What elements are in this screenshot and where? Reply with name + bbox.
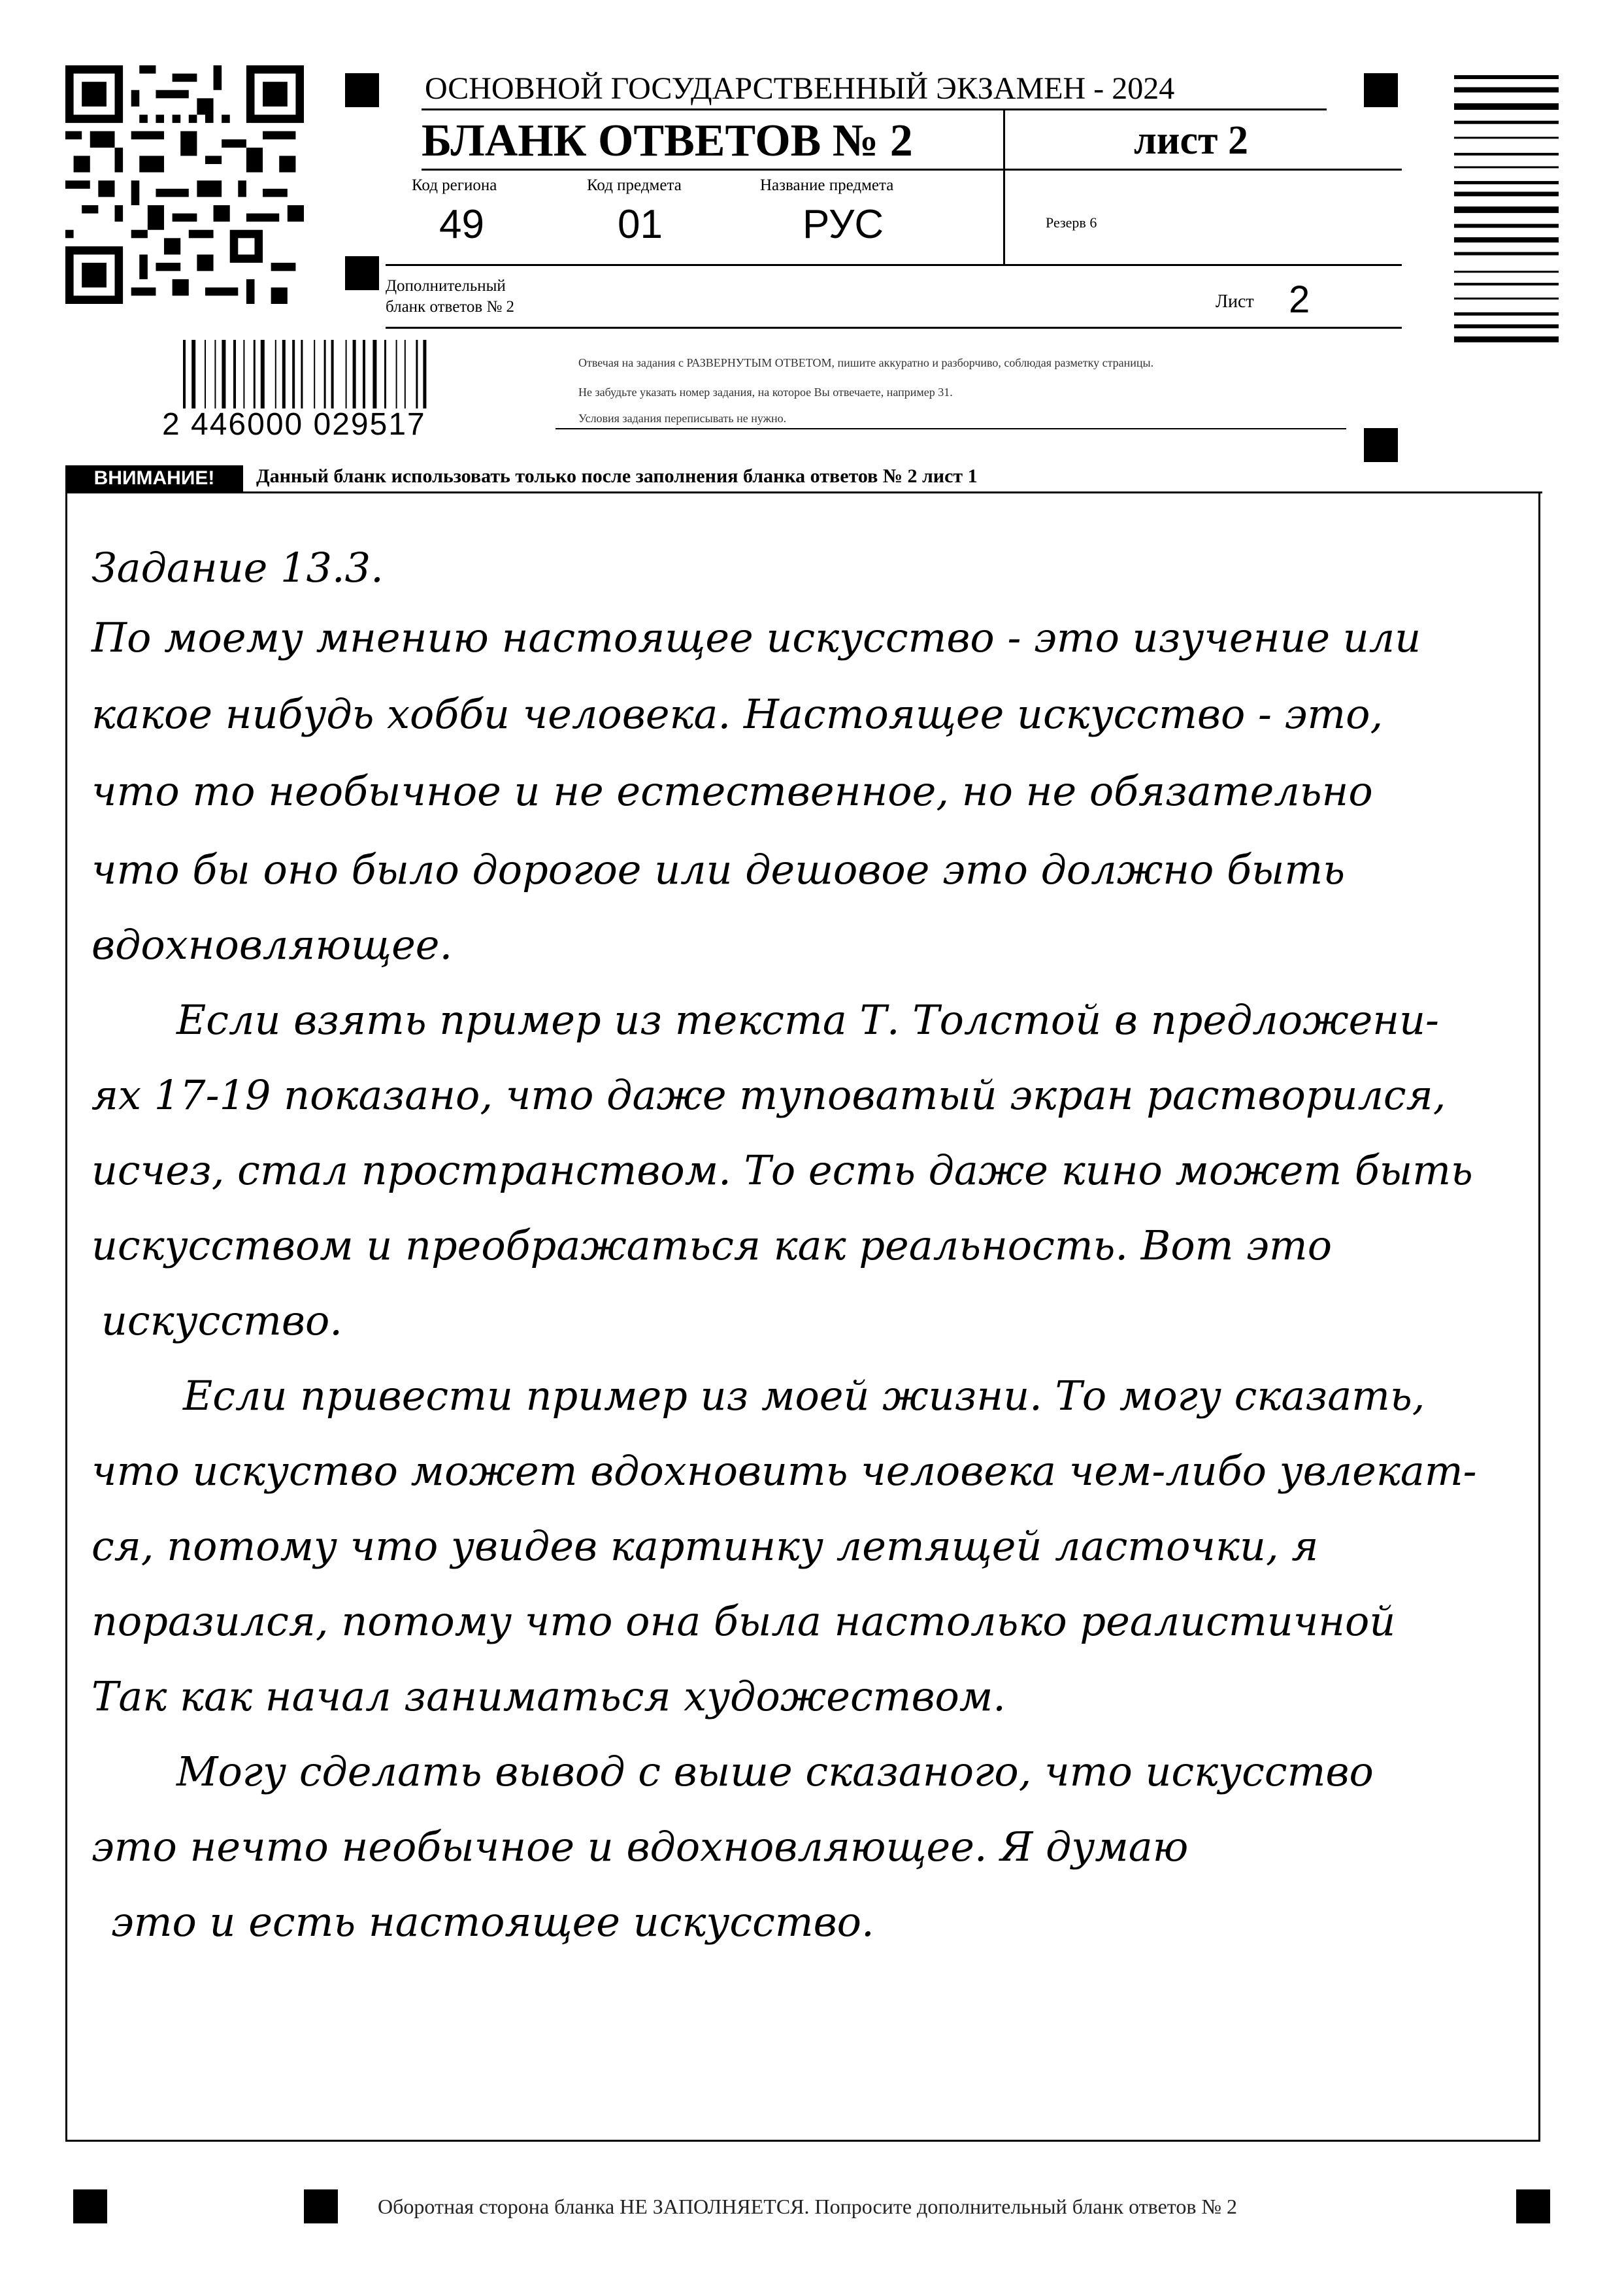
answer-line: Если привести пример из моей жизни. То могу сказать, — [183, 1372, 1425, 1420]
barcode-bar — [1454, 337, 1559, 342]
barcode-bar — [373, 340, 376, 408]
barcode-bar — [183, 340, 186, 408]
footer-text: Оборотная сторона бланка НЕ ЗАПОЛНЯЕТСЯ. Попросите дополнительный бланк ответов № 2 — [378, 2195, 1237, 2218]
barcode-bar — [243, 340, 244, 408]
subject-code-value: 01 — [618, 202, 663, 247]
barcode-bar — [346, 340, 347, 408]
barcode-bar — [314, 340, 315, 408]
registration-mark — [73, 2189, 107, 2223]
answer-line: это и есть настоящее искусство. — [111, 1898, 874, 1946]
answer-line: Если взять пример из текста Т. Толстой в предложени- — [176, 996, 1439, 1044]
barcode-bar — [405, 340, 406, 408]
barcode-bar — [1454, 283, 1559, 286]
barcode-bar — [205, 340, 206, 408]
barcode-bar — [1454, 181, 1559, 184]
barcode-bar — [1454, 324, 1559, 328]
subject-code-label: Код предмета — [587, 176, 682, 194]
notice-text: Данный бланк использовать только после заполнения бланка ответов № 2 лист 1 — [256, 465, 978, 487]
answer-line: Задание 13.3. — [91, 544, 384, 591]
barcode-bar — [331, 340, 334, 408]
barcode-bar — [353, 340, 356, 408]
barcode-bar — [261, 340, 265, 408]
barcode-bar — [222, 340, 225, 408]
region-label: Код региона — [412, 176, 497, 194]
answer-line: ях 17-19 показано, что даже туповатый экран растворился, — [91, 1071, 1446, 1119]
barcode-bar — [282, 340, 286, 408]
answer-line: искусство. — [101, 1297, 343, 1344]
answer-line: это нечто необычное и вдохновляющее. Я думаю — [91, 1823, 1189, 1870]
barcode-bar — [1454, 75, 1559, 79]
barcode-bar — [363, 340, 365, 408]
instruction-rule — [555, 428, 1346, 429]
list-value: 2 — [1289, 278, 1310, 321]
region-value: 49 — [439, 202, 484, 247]
answer-line: Так как начал заниматься художеством. — [91, 1672, 1006, 1720]
barcode-bar — [1454, 87, 1559, 92]
answer-line: вдохновляющее. — [91, 921, 453, 969]
barcode-bar — [1454, 271, 1559, 273]
barcode-bar — [1454, 207, 1559, 213]
barcode-bar — [301, 340, 303, 408]
additional-label-2: бланк ответов № 2 — [386, 298, 515, 316]
barcode-bar — [1454, 252, 1559, 256]
barcode-bar — [1454, 224, 1559, 228]
barcode-bar — [324, 340, 326, 408]
barcode-bar — [191, 340, 195, 408]
barcode-bar — [1454, 137, 1559, 139]
barcode-bar — [1454, 237, 1559, 242]
barcode-bar — [396, 340, 397, 408]
header-bottom-line — [386, 264, 1402, 266]
barcode-bar — [292, 340, 295, 408]
barcode-bar — [1454, 121, 1559, 124]
registration-mark — [1364, 428, 1398, 462]
registration-mark — [1364, 73, 1398, 107]
list-label: Лист — [1216, 291, 1254, 312]
reserve-label: Резерв 6 — [1046, 214, 1097, 231]
registration-mark — [345, 256, 379, 290]
notice-badge: ВНИМАНИЕ! — [65, 465, 243, 491]
barcode-bar — [416, 340, 418, 408]
list-line — [386, 327, 1402, 329]
answer-line: исчез, стал пространством. То есть даже кино может быть — [91, 1146, 1473, 1194]
barcode-bar — [254, 340, 256, 408]
sheet-title: лист 2 — [1134, 118, 1248, 163]
barcode-bar — [1454, 191, 1559, 196]
header-right-top-line — [422, 169, 1402, 171]
header-divider — [1003, 108, 1005, 265]
subject-name-value: РУС — [803, 202, 884, 247]
barcode-bar — [1454, 103, 1559, 110]
form-barcode — [183, 340, 539, 408]
exam-title-underline — [422, 108, 1327, 110]
answer-line: что бы оно было дорогое или дешовое это должно быть — [91, 846, 1345, 893]
registration-mark — [1516, 2189, 1550, 2223]
barcode-bar — [275, 340, 276, 408]
barcode-bar — [1454, 153, 1559, 156]
instruction-line-2: Не забудьте указать номер задания, на которое Вы отвечаете, например 31. — [578, 386, 953, 399]
instruction-line-3: Условия задания переписывать не нужно. — [578, 412, 787, 425]
barcode-bar — [214, 340, 216, 408]
subject-name-label: Название предмета — [760, 176, 894, 194]
form-title: БЛАНК ОТВЕТОВ № 2 — [422, 116, 913, 166]
barcode-bar — [1454, 166, 1559, 168]
barcode-bar — [423, 340, 426, 408]
answer-line: что искуство может вдохновить человека чем-либо увлекат- — [91, 1447, 1477, 1495]
registration-mark — [304, 2189, 338, 2223]
answer-line: По моему мнению настоящее искусство - это изучение или — [91, 614, 1421, 661]
barcode-number: 2 446000 029517 — [162, 407, 426, 442]
qr-code — [65, 65, 304, 304]
barcode-bar — [1454, 297, 1559, 299]
instruction-line-1: Отвечая на задания с РАЗВЕРНУТЫМ ОТВЕТОМ, пишите аккуратно и разборчиво, соблюдая разметку страницы. — [578, 356, 1154, 369]
additional-label-1: Дополнительный — [386, 277, 506, 295]
answer-line: какое нибудь хобби человека. Настоящее искусство - это, — [91, 690, 1384, 738]
barcode-bar — [384, 340, 386, 408]
barcode-bar — [233, 340, 236, 408]
registration-mark — [345, 73, 379, 107]
exam-title: ОСНОВНОЙ ГОСУДАРСТВЕННЫЙ ЭКЗАМЕН - 2024 — [425, 71, 1175, 106]
answer-line: поразился, потому что она была настолько реалистичной — [91, 1597, 1396, 1645]
answer-line: Могу сделать вывод с выше сказаного, что искусство — [176, 1748, 1374, 1795]
answer-line: что то необычное и не естественное, но не обязательно — [91, 767, 1373, 815]
barcode-bar — [1454, 312, 1559, 316]
answer-line: ся, потому что увидев картинку летящей ласточки, я — [91, 1522, 1319, 1570]
answer-line: искусством и преображаться как реальность. Вот это — [91, 1222, 1333, 1269]
side-barcode — [1454, 75, 1559, 461]
